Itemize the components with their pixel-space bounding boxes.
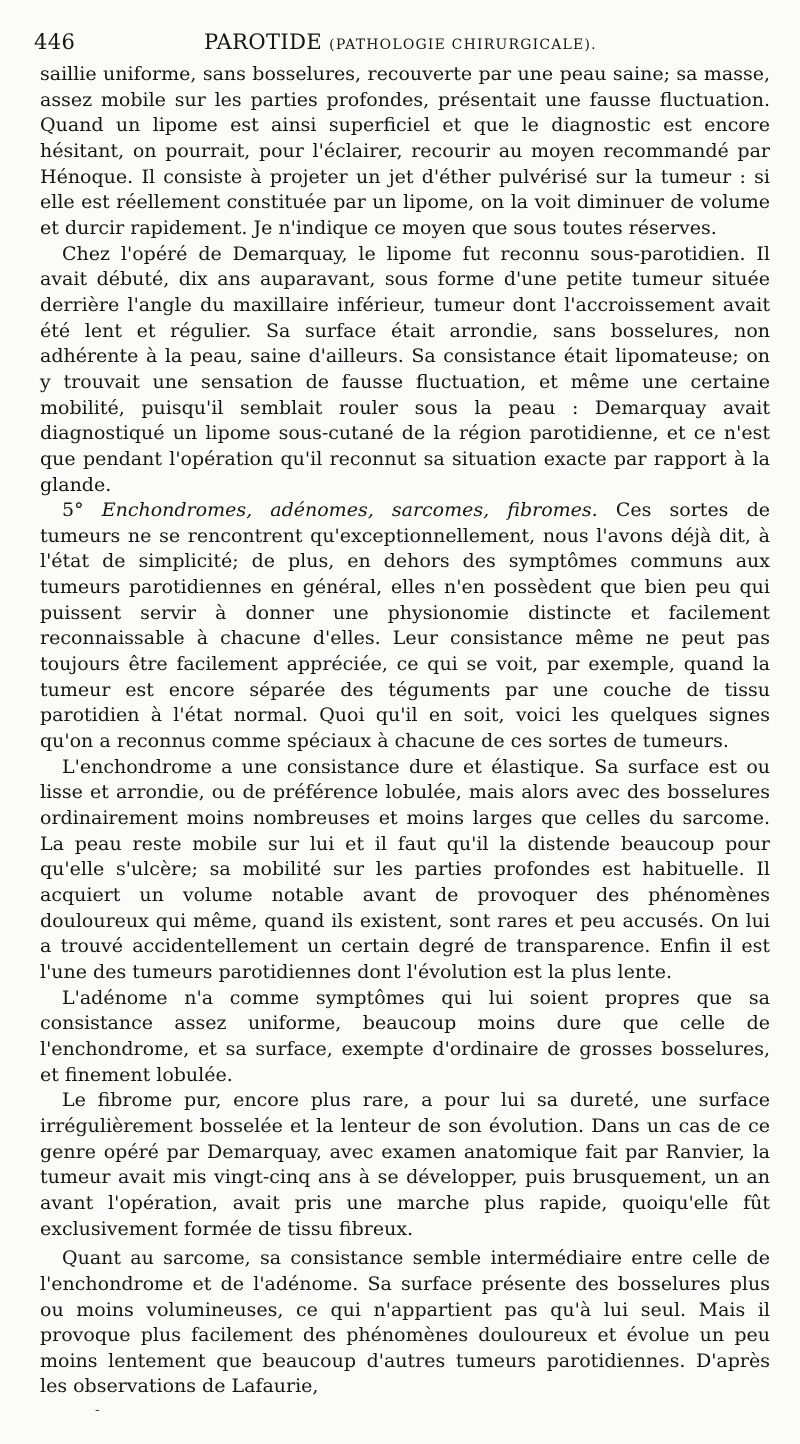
- page-number: 446: [34, 30, 76, 54]
- section-intro-text: Ces sortes de tumeurs ne se rencontrent qu'exceptionnellement, nous l'avons déjà dit, à l'état de simplicité; de plus, en dehors des symptômes communs aux tumeurs parotidiennes en général, elles n'en possèdent que bien peu qui puissent servir à donner une physionomie distincte et facilement reconnaissable à chacune d'elles. Leur consistance même ne peut pas toujours être facilement appréciée, ce qui se voit, par exemple, quand la tumeur est encore séparée des téguments par une couche de tissu parotidien à l'état normal. Quoi qu'il en soit, voici les quelques signes qu'on a reconnus comme spéciaux à chacune de ces sortes de tumeurs.: [40, 499, 770, 753]
- running-title: [204, 30, 597, 54]
- body-text: [40, 62, 770, 1400]
- paragraph-lipome-continuation: saillie uniforme, sans bosselures, recouverte par une peau saine; sa masse, assez mobile sur les parties profondes, présentait une fausse fluctuation. Quand un lipome est ainsi superficiel et que le diagnostic est encore hésitant, on pourrait, pour l'éclairer, recourir au moyen recommandé par Hénoque. Il consiste à projeter un jet d'éther pulvérisé sur la tumeur : si elle est réellement constituée par un lipome, on la voit diminuer de volume et durcir rapidement. Je n'indique ce moyen que sous toutes réserves.: [40, 63, 770, 239]
- paragraph-enchondromes-intro: [40, 498, 770, 755]
- running-header: [34, 28, 776, 58]
- section-number: 5°: [62, 499, 102, 522]
- paragraph-sarcome: Quant au sarcome, sa consistance semble intermédiaire entre celle de l'enchondrome et de l'adénome. Sa surface présente des bosselures plus ou moins volumineuses, ce qui n'appartient pas qu'à lui seul. Mais il provoque plus facilement des phénomènes douloureux et évolue un peu moins lentement que beaucoup d'autres tumeurs parotidiennes. D'après les observations de Lafaurie,: [40, 1247, 770, 1398]
- running-title-main: PAROTIDE: [204, 30, 323, 54]
- paragraph-fibrome: Le fibrome pur, encore plus rare, a pour lui sa dureté, une surface irrégulièrement bosselée et la lenteur de son évolution. Dans un cas de ce genre opéré par Demarquay, avec examen anatomique fait par Ranvier, la tumeur avait mis vingt-cinq ans à se développer, puis brusquement, un an avant l'opération, avait pris une marche plus rapide, quoiqu'elle fût exclusivement formée de tissu fibreux.: [40, 1089, 770, 1240]
- paragraph-adenome: L'adénome n'a comme symptômes qui lui soient propres que sa consistance assez uniforme, beaucoup moins dure que celle de l'enchondrome, et sa surface, exempte d'ordinaire de grosses bosselures, et finement lobulée.: [40, 986, 770, 1086]
- paragraph-enchondrome: L'enchondrome a une consistance dure et élastique. Sa surface est ou lisse et arrondie, ou de préférence lobulée, mais alors avec des bosselures ordinairement moins nombreuses et moins larges que celles du sarcome. La peau reste mobile sur lui et il faut qu'il la distende beaucoup pour qu'elle s'ulcère; sa mobilité sur les parties profondes est habituelle. Il acquiert un volume notable avant de provoquer des phénomènes douloureux qui même, quand ils existent, sont rares et peu accusés. On lui a trouvé accidentellement un certain degré de transparence. Enfin il est l'une des tumeurs parotidiennes dont l'évolution est la plus lente.: [40, 755, 770, 983]
- section-heading: Enchondromes, adénomes, sarcomes, fibromes.: [101, 499, 598, 522]
- paragraph-demarquay-lipome: Chez l'opéré de Demarquay, le lipome fut reconnu sous-parotidien. Il avait débuté, dix ans auparavant, sous forme d'une petite tumeur située derrière l'angle du maxillaire inférieur, tumeur dont l'accroissement avait été lent et régulier. Sa surface était arrondie, sans bosselures, non adhérente à la peau, saine d'ailleurs. Sa consistance était lipomateuse; on y trouvait une sensation de fausse fluctuation, et même une certaine mobilité, puisqu'il semblait rouler sous la peau : Demarquay avait diagnostiqué un lipome sous-cutané de la région parotidienne, et ce n'est que pendant l'opération qu'il reconnut sa situation exacte par rapport à la glande.: [40, 242, 770, 496]
- running-title-subtitle: (PATHOLOGIE CHIRURGICALE).: [329, 37, 597, 53]
- ink-mark: -: [95, 1402, 100, 1418]
